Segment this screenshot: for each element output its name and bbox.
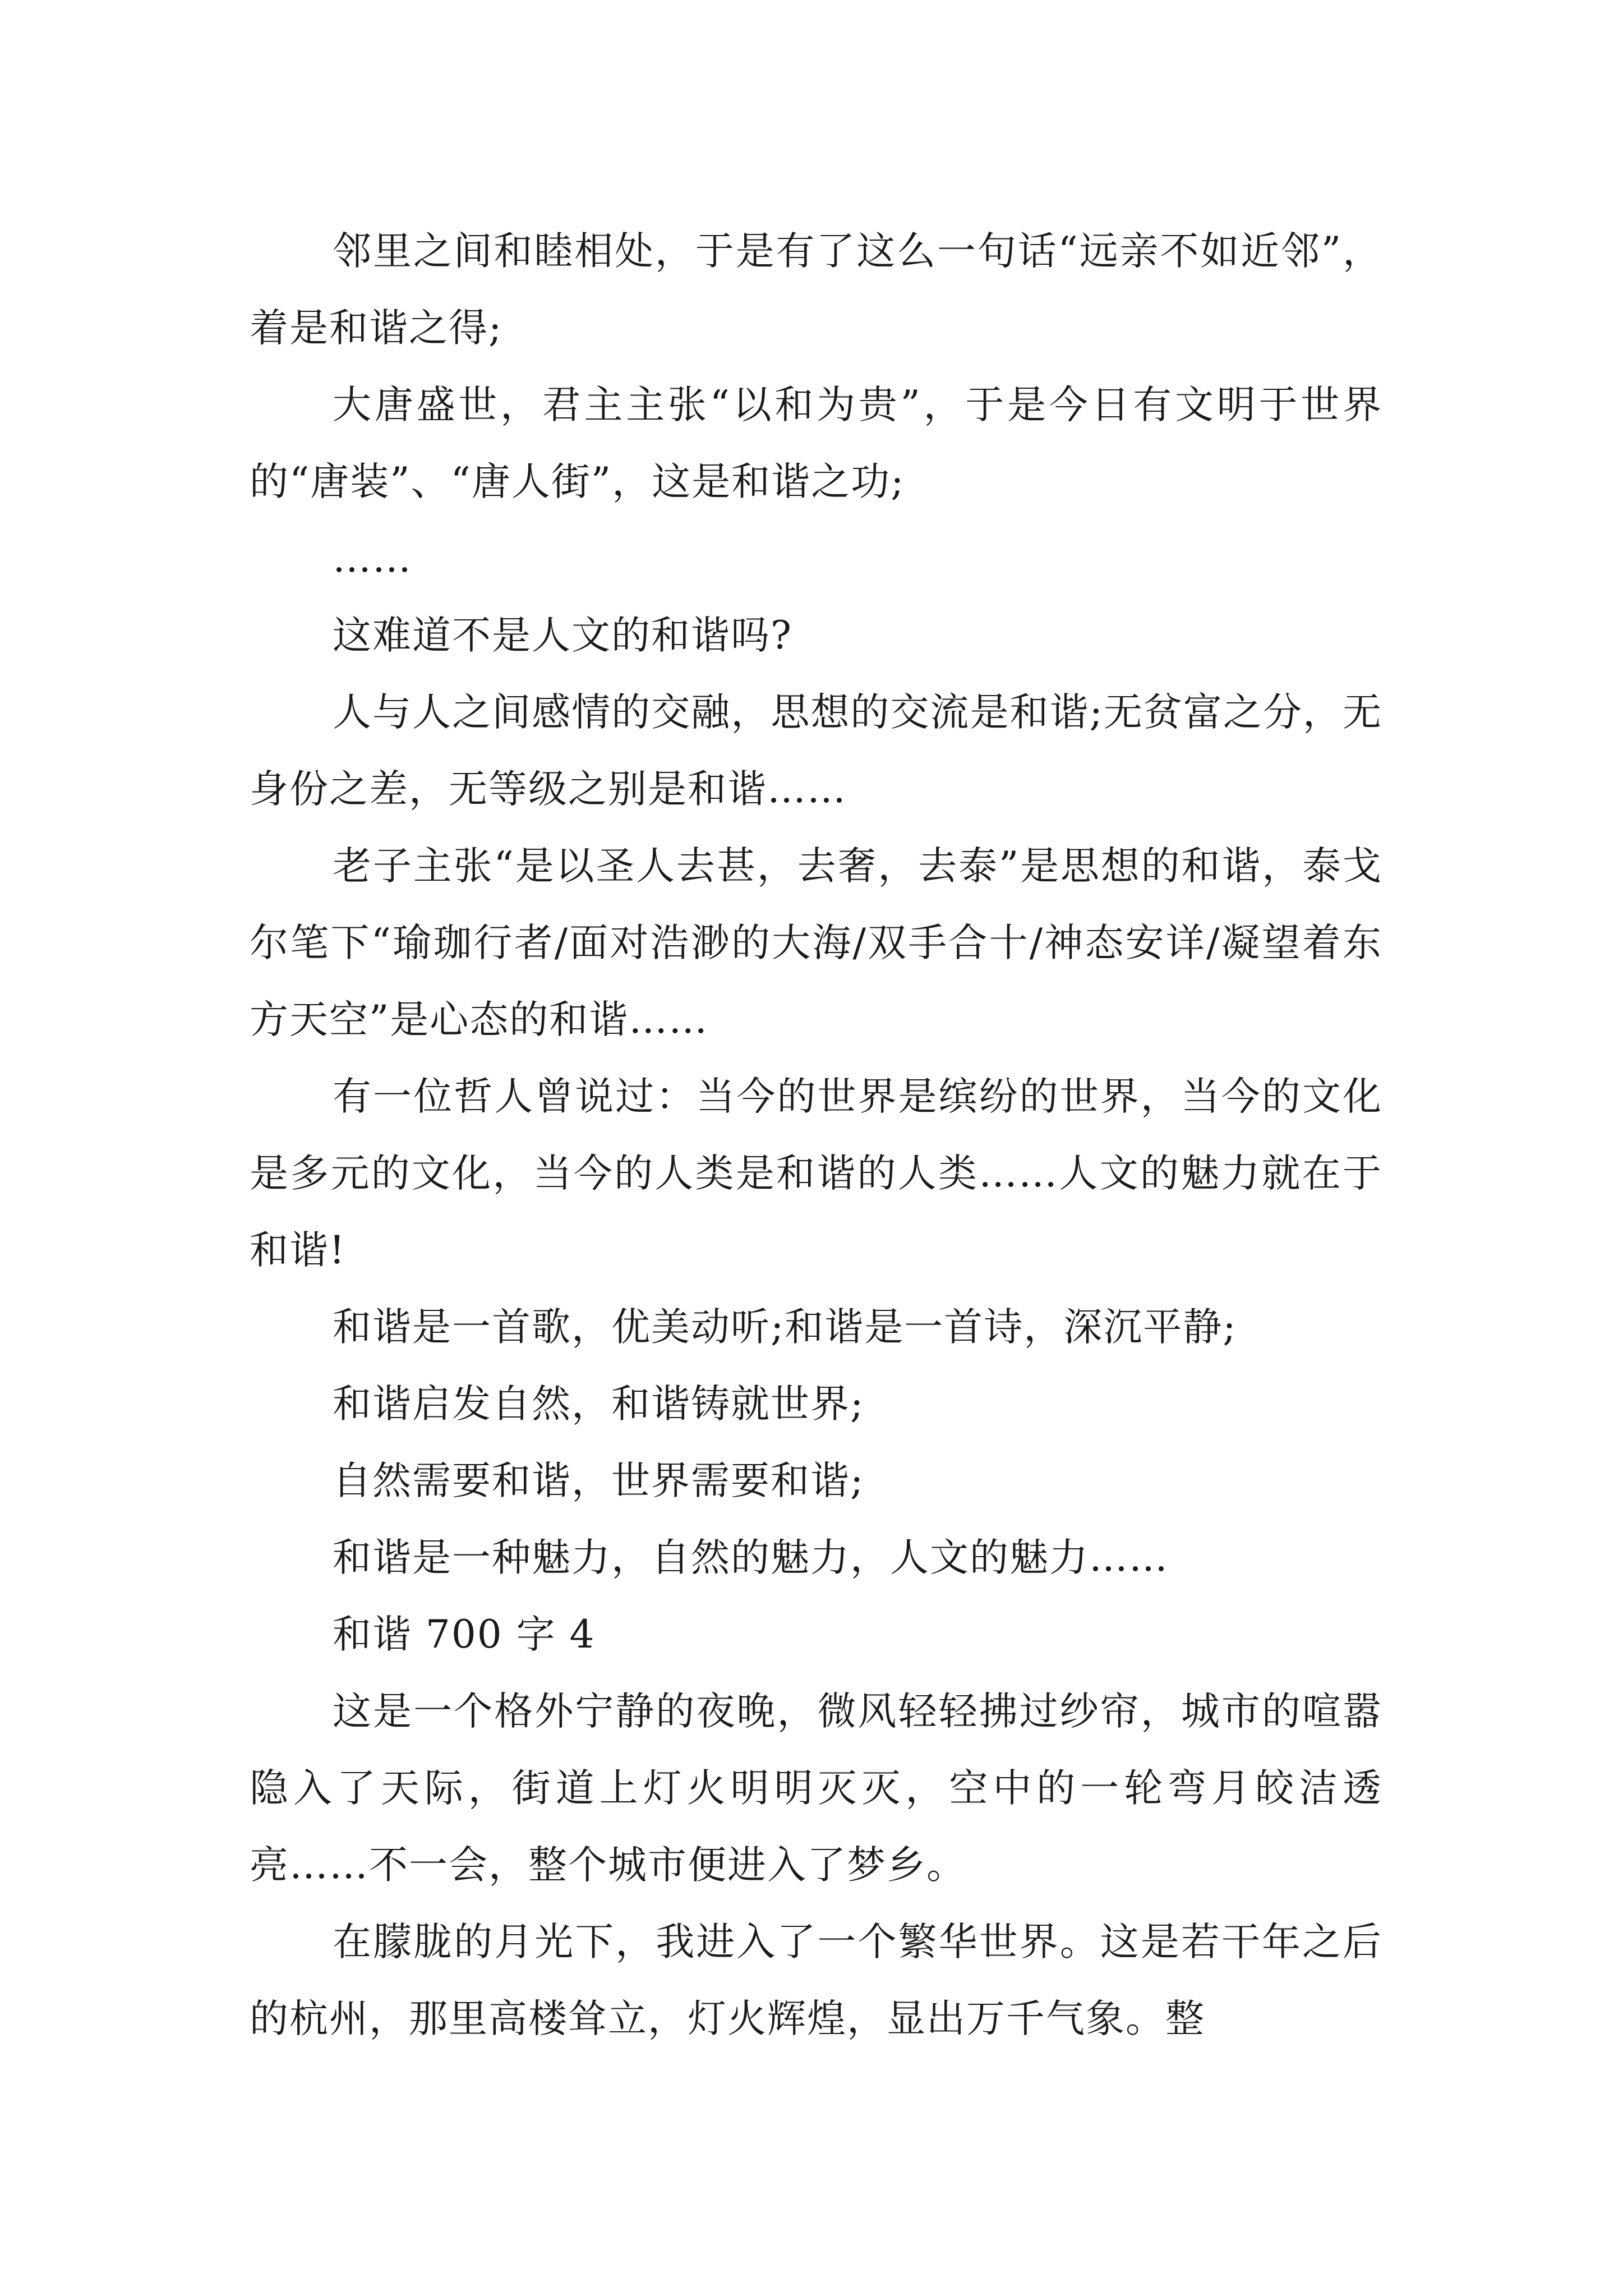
document-body [250, 213, 1382, 2058]
paragraph: 这难道不是人文的和谐吗? [333, 613, 792, 658]
paragraph: 人与人之间感情的交融，思想的交流是和谐;无贫富之分，无身份之差，无等级之别是和谐…… [250, 690, 1382, 812]
paragraph: 自然需要和谐，世界需要和谐; [333, 1458, 865, 1503]
paragraph: 和谐是一首歌，优美动听;和谐是一首诗，深沉平静; [333, 1305, 1237, 1350]
paragraph: 老子主张“是以圣人去甚，去奢，去泰”是思想的和谐，泰戈尔笔下“瑜珈行者/面对浩渺的大海/双手合十/神态安详/凝望着东方天空”是心态的和谐…… [250, 844, 1382, 1042]
paragraph: 大唐盛世，君主主张“以和为贵”，于是今日有文明于世界的“唐装”、“唐人街”，这是和谐之功; [250, 383, 1382, 504]
paragraph: 有一位哲人曾说过：当今的世界是缤纷的世界，当今的文化是多元的文化，当今的人类是和谐的人类……人文的魅力就在于和谐! [250, 1074, 1382, 1273]
paragraph: 和谐是一种魅力，自然的魅力，人文的魅力…… [333, 1535, 1169, 1580]
paragraph: 邻里之间和睦相处，于是有了这么一句话“远亲不如近邻”，着是和谐之得; [250, 229, 1382, 351]
paragraph: 这是一个格外宁静的夜晚，微风轻轻拂过纱帘，城市的喧嚣隐入了天际，街道上灯火明明灭灭，空中的一轮弯月皎洁透亮……不一会，整个城市便进入了梦乡。 [250, 1689, 1382, 1888]
paragraph-ellipsis: …… [333, 536, 412, 581]
paragraph: 在朦胧的月光下，我进入了一个繁华世界。这是若干年之后的杭州，那里高楼耸立，灯火辉煌，显出万千气象。整 [250, 1920, 1382, 2041]
paragraph: 和谐启发自然，和谐铸就世界; [333, 1382, 865, 1427]
section-heading: 和谐 700 字 4 [333, 1612, 596, 1657]
